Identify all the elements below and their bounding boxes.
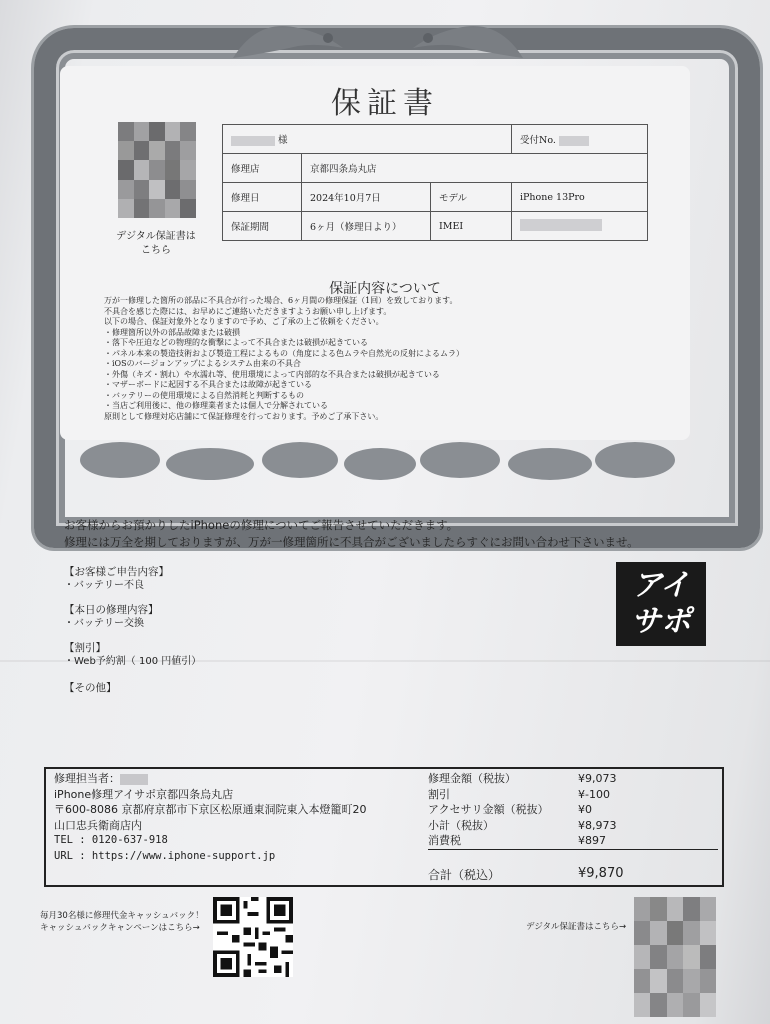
amount-label: 消費税 (428, 834, 461, 847)
amount-row-repair (428, 771, 718, 787)
shop-value: 京都四条烏丸店 (302, 154, 648, 183)
shop-tel: TEL : 0120-637-918 (54, 834, 168, 846)
campaign-line-1: 毎月30名様に修理代金キャッシュバック！ (40, 911, 204, 921)
amount-value: ¥897 (578, 834, 606, 847)
warranty-line: ・バッテリーの使用環境による自然消耗と判断するもの (104, 390, 304, 400)
warranty-line: 万が一修理した箇所の部品に不具合が行った場合、6ヶ月間の修理保証（1回）を致しております。 (104, 296, 458, 305)
report-intro (64, 517, 639, 551)
discount-item: ・Web予約割（ 100 円値引） (64, 656, 202, 667)
warranty-line: ・当店ご利用後に、他の修理業者または個人で分解されている (104, 401, 328, 410)
warranty-line: 不具合を感じた際には、お早めにご連絡いただきますようお願い申し上げます。 (104, 306, 392, 316)
imei-label: IMEI (431, 212, 512, 241)
certificate-title: 保証書 (331, 86, 439, 121)
amount-label: 修理金額（税抜） (428, 772, 516, 785)
receipt-no-cell: 受付No. (512, 125, 648, 154)
total-row (428, 866, 718, 883)
leaf-border-icon (60, 430, 690, 486)
report-line-2: 修理には万全を期しておりますが、万が一修理箇所に不具合がございましたらすぐにお問い合わせ下さいませ。 (64, 535, 639, 549)
amount-label: 割引 (428, 787, 450, 801)
warranty-title: 保証内容について (329, 281, 441, 297)
amount-value: ¥8,973 (578, 818, 617, 832)
staff-info (54, 771, 366, 864)
warranty-line: ・マザーボードに起因する不具合または故障が起きている (104, 380, 312, 389)
cashback-qr-code[interactable] (212, 897, 294, 977)
amount-row-discount (428, 787, 718, 803)
model-label: モデル (431, 183, 512, 212)
warranty-line: ・落下や圧迫などの物理的な衝撃によって不具合または破損が起きている (104, 338, 368, 347)
amount-row-subtotal (428, 818, 718, 834)
shop-label: 修理店 (223, 154, 302, 183)
repair-title: 【本日の修理内容】 (64, 604, 159, 616)
complaint-item: ・バッテリー不良 (64, 580, 144, 591)
amounts-table (428, 771, 718, 850)
amount-value: ¥-100 (578, 787, 610, 801)
amount-row-accessory (428, 802, 718, 818)
aisapo-logo (616, 562, 706, 646)
staff-label: 修理担当者： (54, 772, 120, 785)
shop-url[interactable]: URL : https://www.iphone-support.jp (54, 849, 276, 862)
period-label: 保証期間 (223, 212, 302, 241)
cashback-campaign (40, 910, 204, 934)
repair-item: ・バッテリー交換 (64, 618, 144, 629)
repair-section (64, 604, 159, 630)
discount-section (64, 642, 201, 668)
total-value: ¥9,870 (578, 866, 624, 881)
period-value: 6ヶ月（修理日より） (302, 212, 431, 241)
warranty-line: 以下の場合、保証対象外となりますので予め、ご了承の上ご依頼をください。 (104, 317, 384, 326)
certificate-info-table (222, 124, 648, 241)
invoice-box (44, 767, 724, 887)
warranty-line: ・iOSのバージョンアップによるシステム由来の不具合 (104, 359, 301, 368)
warranty-line: 原則として修理対応店舗にて保証修理を行っております。予めご了承下さい。 (104, 411, 384, 421)
shop-building: 山口忠兵衛商店内 (54, 818, 142, 832)
shop-address: 〒600-8086 京都府京都市下京区松原通東洞院東入本燈籠町20 (54, 803, 367, 816)
logo-line-1: アイ (632, 568, 690, 603)
model-value: iPhone 13Pro (512, 183, 648, 212)
warranty-line: ・修理箇所以外の部品故障または破損 (104, 327, 240, 337)
other-title: 【その他】 (64, 682, 117, 694)
staff-name-blurred (120, 774, 148, 785)
shop-name: iPhone修理アイサポ京都四条烏丸店 (54, 787, 234, 801)
amount-value: ¥0 (578, 803, 592, 816)
digital-certificate-qr-blurred[interactable] (118, 122, 196, 218)
warranty-line: ・外傷（キズ・割れ）や水濡れ等、使用環境によって内部的な不具合または破損が起きている (104, 369, 440, 379)
amount-value: ¥9,073 (578, 772, 617, 785)
imei-value-blurred (512, 212, 648, 241)
logo-line-2: サポ (631, 604, 691, 639)
customer-name-cell: 様 (223, 125, 512, 154)
complaint-title: 【お客様ご申告内容】 (64, 566, 169, 578)
repair-date-label: 修理日 (223, 183, 302, 212)
amount-label: 小計（税抜） (428, 818, 494, 832)
repair-date-value: 2024年10月7日 (302, 183, 431, 212)
digital-certificate-qr-blurred-2[interactable] (634, 897, 716, 1017)
report-line-1: お客様からお預かりしたiPhoneの修理についてご報告させていただきます。 (64, 518, 459, 532)
total-label: 合計（税込） (428, 868, 501, 882)
digital-certificate-link[interactable]: デジタル保証書はこちら→ (526, 922, 627, 932)
discount-title: 【割引】 (64, 642, 106, 654)
digital-certificate-caption: デジタル保証書は こちら (116, 231, 196, 256)
other-section (64, 682, 117, 695)
amount-label: アクセサリ金額（税抜） (428, 803, 549, 816)
complaint-section (64, 566, 169, 592)
campaign-link[interactable]: キャッシュバックキャンペーンはこちら→ (40, 923, 200, 933)
warranty-line: ・パネル本来の製造技術および製造工程によるもの（角度による色ムラや自然光の反射によるムラ） (104, 348, 464, 358)
phoenix-right-icon (408, 8, 528, 68)
phoenix-left-icon (228, 8, 348, 68)
warranty-text (104, 296, 664, 422)
amount-row-tax (428, 833, 718, 850)
